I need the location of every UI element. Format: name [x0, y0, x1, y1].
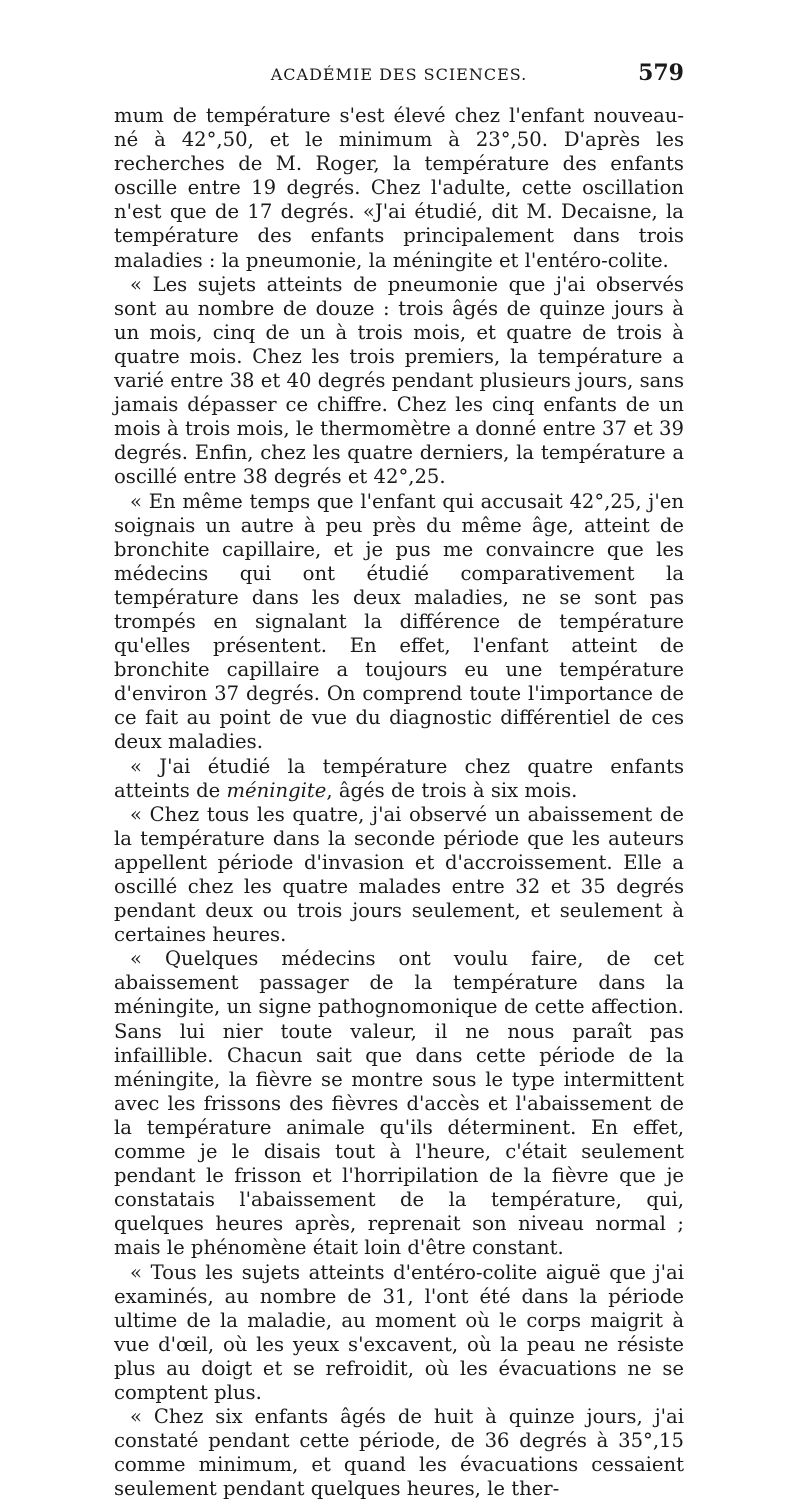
paragraph — [114, 490, 684, 755]
paragraph — [114, 273, 684, 490]
text-run: , âgés de trois à six mois. — [326, 778, 578, 802]
text-run: « J'ai étudié la température chez quatre enfants atteints de — [114, 754, 684, 802]
paragraph — [114, 1405, 684, 1501]
running-head: ACADÉMIE DES SCIENCES. — [270, 65, 528, 84]
paragraph — [114, 104, 684, 273]
body-text — [114, 104, 684, 1501]
text-run: « En même temps que l'enfant qui accusait 42°,25, j'en soignais un autre à peu près du même âge, atteint de bronchite capillaire, et je pus me convaincre que les médecins qui ont étudié comparativement la température dans les deux maladies, ne se sont pas trompés en signalant la différence de température qu'elles présentent. En effet, l'enfant atteint de bronchite capillaire a toujours eu une température d'environ 37 degrés. On comprend toute l'importance de ce fait au point de vue du diagnostic différentiel de ces deux maladies. — [114, 489, 684, 754]
page-number: 579 — [638, 60, 684, 86]
text-run: « Chez tous les quatre, j'ai observé un abaissement de la température dans la seconde période que les auteurs appellent période d'invasion et d'accroissement. Elle a oscillé chez les quatre malades entre 32 et 35 degrés pendant deux ou trois jours seulement, et seulement à certaines heures. — [114, 802, 684, 947]
emphasized-text: méningite — [226, 778, 327, 802]
text-run: « Les sujets atteints de pneumonie que j'ai observés sont au nombre de douze : trois âgés de quinze jours à un mois, cinq de un à trois mois, et quatre de trois à quatre mois. Chez les trois premiers, la température a varié entre 38 et 40 degrés pendant plusieurs jours, sans jamais dépasser ce chiffre. Chez les cinq enfants de un mois à trois mois, le thermomètre a donné entre 37 et 39 degrés. Enfin, chez les quatre derniers, la température a oscillé entre 38 degrés et 42°,25. — [114, 272, 684, 489]
text-run: « Tous les sujets atteints d'entéro-colite aiguë que j'ai examinés, au nombre de 31, l'ont été dans la période ultime de la maladie, au moment où le corps maigrit à vue d'œil, où les yeux s'excavent, où la peau ne résiste plus au doigt et se refroidit, où les évacuations ne se comptent plus. — [114, 1260, 684, 1404]
paragraph — [114, 947, 684, 1260]
paragraph — [114, 755, 684, 803]
paragraph — [114, 1261, 684, 1406]
page-header — [114, 60, 684, 104]
paragraph — [114, 803, 684, 948]
text-run: « Chez six enfants âgés de huit à quinze jours, j'ai constaté pendant cette période, de 36 degrés à 35°,15 comme minimum, et quand les évacuations cessaient seulement pendant quelques heures, le ther- — [114, 1405, 684, 1501]
text-run: mum de température s'est élevé chez l'enfant nouveau-né à 42°,50, et le minimum à 23°,50. D'après les recherches de M. Roger, la température des enfants oscille entre 19 degrés. Chez l'adulte, cette oscillation n'est que de 17 degrés. «J'ai étudié, dit M. Decaisne, la température des enfants principalement dans trois maladies : la pneumonie, la méningite et l'entéro-colite. — [114, 104, 684, 272]
text-run: « Quelques médecins ont voulu faire, de cet abaissement passager de la température dans la méningite, un signe pathognomonique de cette affection. Sans lui nier toute valeur, il ne nous paraît pas infaillible. Chacun sait que dans cette période de la méningite, la fièvre se montre sous le type intermittent avec les frissons des fièvres d'accès et l'abaissement de la température animale qu'ils déterminent. En effet, comme je le disais tout à l'heure, c'était seulement pendant le frisson et l'horripilation de la fièvre que je constatais l'abaissement de la température, qui, quelques heures après, reprenait son niveau normal ; mais le phénomène était loin d'être constant. — [114, 947, 684, 1260]
